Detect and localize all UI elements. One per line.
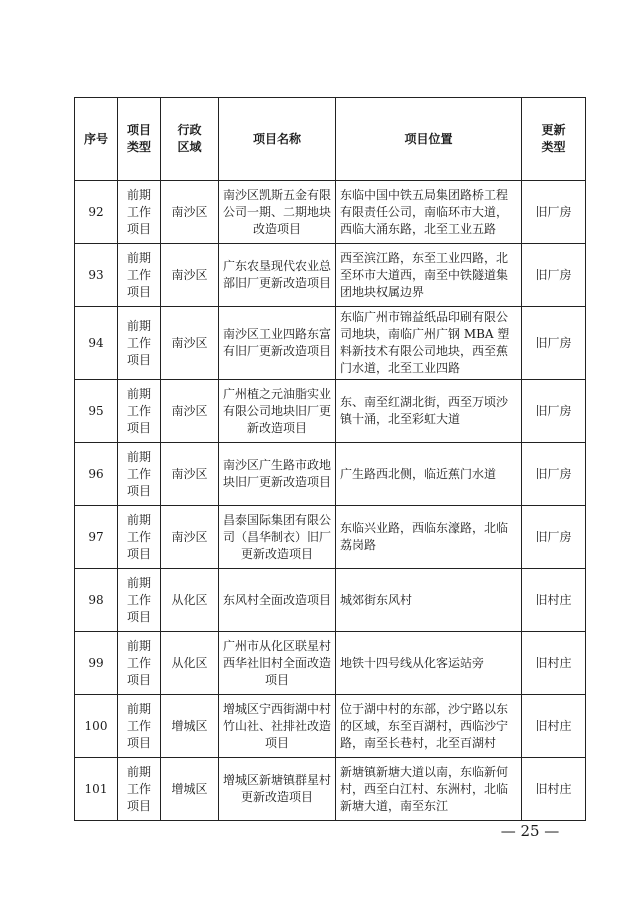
cell-district: 增城区	[161, 695, 219, 758]
header-no: 序号	[75, 98, 118, 181]
cell-name: 增城区新塘镇群星村更新改造项目	[219, 758, 336, 821]
table-row	[75, 758, 586, 821]
cell-update: 旧厂房	[522, 307, 586, 380]
cell-type: 前期 工作 项目	[118, 244, 161, 307]
cell-district: 南沙区	[161, 506, 219, 569]
cell-no: 93	[75, 244, 118, 307]
cell-district: 南沙区	[161, 443, 219, 506]
header-name: 项目名称	[219, 98, 336, 181]
cell-update: 旧村庄	[522, 569, 586, 632]
cell-update: 旧厂房	[522, 506, 586, 569]
cell-location: 东临兴业路，西临东濠路，北临荔岗路	[336, 506, 522, 569]
cell-no: 99	[75, 632, 118, 695]
table-row	[75, 181, 586, 244]
cell-district: 南沙区	[161, 380, 219, 443]
header-update: 更新 类型	[522, 98, 586, 181]
cell-type: 前期 工作 项目	[118, 380, 161, 443]
cell-district: 南沙区	[161, 307, 219, 380]
cell-name: 南沙区工业四路东富有旧厂更新改造项目	[219, 307, 336, 380]
cell-location: 广生路西北侧，临近蕉门水道	[336, 443, 522, 506]
cell-location: 西至滨江路，东至工业四路，北至环市大道西，南至中铁隧道集团地块权属边界	[336, 244, 522, 307]
cell-type: 前期 工作 项目	[118, 307, 161, 380]
cell-type: 前期 工作 项目	[118, 695, 161, 758]
cell-district: 增城区	[161, 758, 219, 821]
header-row	[75, 98, 586, 181]
cell-type: 前期 工作 项目	[118, 632, 161, 695]
cell-name: 昌泰国际集团有限公司（昌华制衣）旧厂更新改造项目	[219, 506, 336, 569]
table-row	[75, 695, 586, 758]
cell-location: 东临中国中铁五局集团路桥工程有限责任公司，南临环市大道，西临大涌东路，北至工业五路	[336, 181, 522, 244]
header-type: 项目 类型	[118, 98, 161, 181]
table-row	[75, 506, 586, 569]
cell-update: 旧村庄	[522, 632, 586, 695]
cell-type: 前期 工作 项目	[118, 506, 161, 569]
cell-name: 南沙区广生路市政地块旧厂更新改造项目	[219, 443, 336, 506]
cell-update: 旧厂房	[522, 244, 586, 307]
cell-location: 位于湖中村的东部，沙宁路以东的区域，东至百湖村，西临沙宁路，南至长巷村，北至百湖村	[336, 695, 522, 758]
cell-name: 东风村全面改造项目	[219, 569, 336, 632]
cell-no: 95	[75, 380, 118, 443]
cell-no: 92	[75, 181, 118, 244]
project-table	[74, 97, 586, 821]
cell-name: 广东农垦现代农业总部旧厂更新改造项目	[219, 244, 336, 307]
table-row	[75, 307, 586, 380]
page-number: — 25 —	[500, 822, 560, 840]
cell-no: 96	[75, 443, 118, 506]
cell-update: 旧厂房	[522, 181, 586, 244]
header-district: 行政 区域	[161, 98, 219, 181]
cell-update: 旧厂房	[522, 380, 586, 443]
cell-no: 97	[75, 506, 118, 569]
table-row	[75, 244, 586, 307]
cell-name: 南沙区凯斯五金有限公司一期、二期地块改造项目	[219, 181, 336, 244]
table-row	[75, 380, 586, 443]
cell-location: 东、南至红湖北街，西至万顷沙镇十涌，北至彩虹大道	[336, 380, 522, 443]
cell-location: 东临广州市锦益纸品印刷有限公司地块，南临广州广钢 MBA 塑料新技术有限公司地块，西至蕉门水道，北至工业四路	[336, 307, 522, 380]
cell-type: 前期 工作 项目	[118, 758, 161, 821]
cell-district: 从化区	[161, 632, 219, 695]
cell-update: 旧厂房	[522, 443, 586, 506]
header-location: 项目位置	[336, 98, 522, 181]
cell-no: 98	[75, 569, 118, 632]
cell-district: 南沙区	[161, 181, 219, 244]
cell-name: 广州市从化区联星村西华社旧村全面改造项目	[219, 632, 336, 695]
cell-district: 从化区	[161, 569, 219, 632]
cell-no: 100	[75, 695, 118, 758]
cell-no: 101	[75, 758, 118, 821]
table-row	[75, 632, 586, 695]
cell-location: 新塘镇新塘大道以南，东临新何村，西至白江村、东洲村，北临新塘大道，南至东江	[336, 758, 522, 821]
table-row	[75, 443, 586, 506]
table-row	[75, 569, 586, 632]
cell-district: 南沙区	[161, 244, 219, 307]
cell-update: 旧村庄	[522, 695, 586, 758]
cell-type: 前期 工作 项目	[118, 443, 161, 506]
cell-no: 94	[75, 307, 118, 380]
cell-type: 前期 工作 项目	[118, 181, 161, 244]
cell-type: 前期 工作 项目	[118, 569, 161, 632]
cell-update: 旧村庄	[522, 758, 586, 821]
cell-location: 地铁十四号线从化客运站旁	[336, 632, 522, 695]
cell-name: 增城区宁西街湖中村竹山社、社排社改造项目	[219, 695, 336, 758]
cell-name: 广州植之元油脂实业有限公司地块旧厂更新改造项目	[219, 380, 336, 443]
cell-location: 城郊街东风村	[336, 569, 522, 632]
